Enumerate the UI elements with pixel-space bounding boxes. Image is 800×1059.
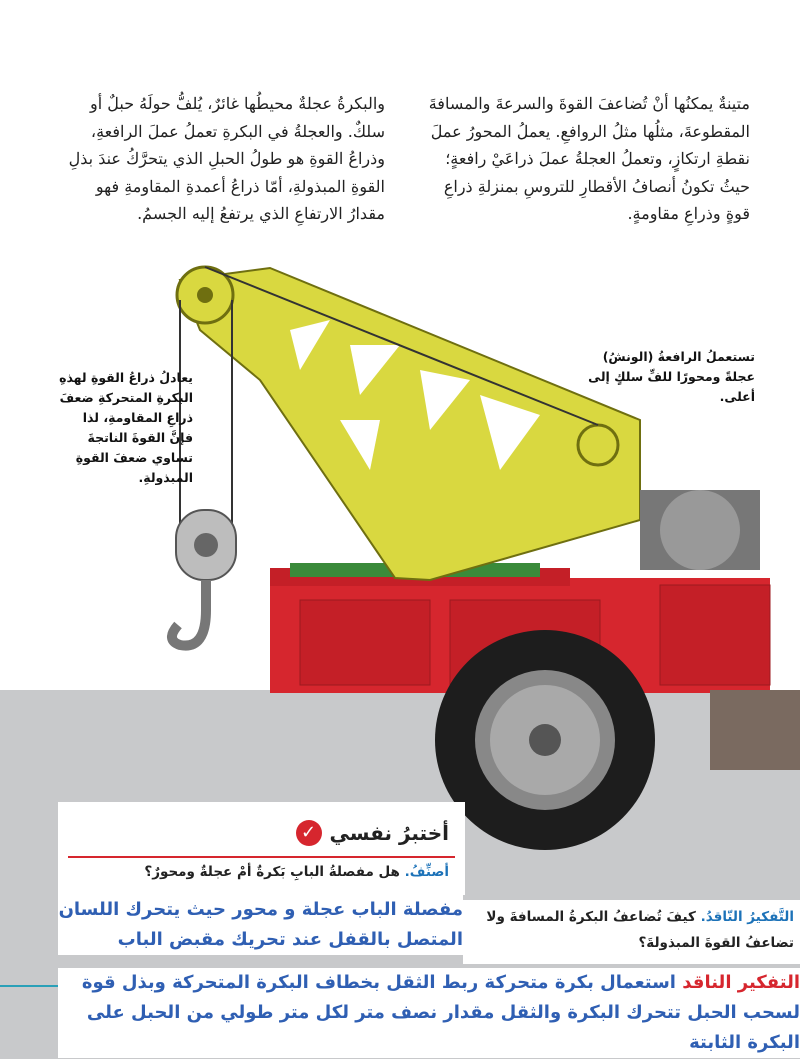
critical-thinking-label: التَّفكيرُ النّاقدُ. — [700, 909, 794, 925]
try-yourself-box — [58, 802, 465, 895]
teal-accent-line — [0, 985, 58, 987]
try-question — [144, 864, 449, 880]
try-yourself-title: أختبرُ نفسي — [329, 821, 449, 845]
question-label: أصنِّفُ. — [404, 864, 449, 880]
crane-boom — [180, 268, 640, 580]
answer-text: استعمال بكرة متحركة ربط الثقل بخطاف البكرة المتحركة وبذل قوة لسحب الحبل تتحرك البكرة والثقل مقدار نصف متر لكل متر طولي من الحبل على البكرة الثابتة — [81, 972, 800, 1053]
question-text: هل مفصلةُ البابِ بَكرةٌ أمْ عجلةٌ ومحورٌ؟ — [144, 864, 400, 880]
try-yourself-heading — [296, 820, 450, 846]
checkmark-icon: ✓ — [296, 820, 322, 846]
divider — [68, 856, 455, 858]
caption-winch: تستعملُ الرافعةُ (الونشُ) عجلةً ومحورًا للفِّ سلكٍ إلى أعلى. — [588, 349, 755, 404]
answer-hinge: مفصلة الباب عجلة و محور حيث يتحرك اللسان المتصل بالقفل عند تحريك مقبض الباب — [58, 895, 463, 955]
answer-label: التفكير الناقد — [682, 972, 800, 993]
paragraph-left: والبكرةُ عجلةٌ محيطُها غائرٌ، يُلفُّ حولَهُ حبلٌ أو سلكٌ. والعجلةُ في البكرةِ تعملُ عملَ الرافعةِ، وذراعُ القوةِ هو طولُ الحبلِ الذي يتحرَّكُ عندَ بذلِ القوةِ المبذولةِ، أمّا ذراعُ أعمدةِ المقاومةِ فهو مقدارُ الارتفاعِ الذي يرتفعُ إليه الجسمُ. — [68, 94, 385, 223]
caption-pulley: يعادلُ ذراعُ القوةِ لهذهِ البكرةِ المتحركةِ ضعفَ ذراعِ المقاومةِ، لذا فإنَّ القوةَ الناتجةَ تساوي ضعفَ القوةِ المبذولةِ. — [59, 370, 193, 485]
critical-thinking-box — [463, 900, 800, 964]
critical-thinking-question — [464, 904, 794, 956]
critical-thinking-text: كيفَ تُضاعفُ البكرةُ المسافةَ ولا تضاعفُ القوةَ المبذولةَ؟ — [486, 909, 794, 951]
paragraph-right: متينةٌ يمكنُها أنْ تُضاعفَ القوةَ والسرعةَ والمسافةَ المقطوعةَ، مثلُها مثلُ الروافعِ. يعملُ المحورُ عملَ نقطةِ ارتكازٍ، وتعملُ العجلةُ عملَ ذراعَيْ رافعةٍ؛ حيثُ تكونُ أنصافُ الأقطارِ للتروسِ بمنزلةِ ذراعِ قوةٍ وذراعِ مقاومةٍ. — [428, 94, 750, 223]
hook — [172, 580, 206, 646]
answer-pulley — [58, 968, 800, 1058]
